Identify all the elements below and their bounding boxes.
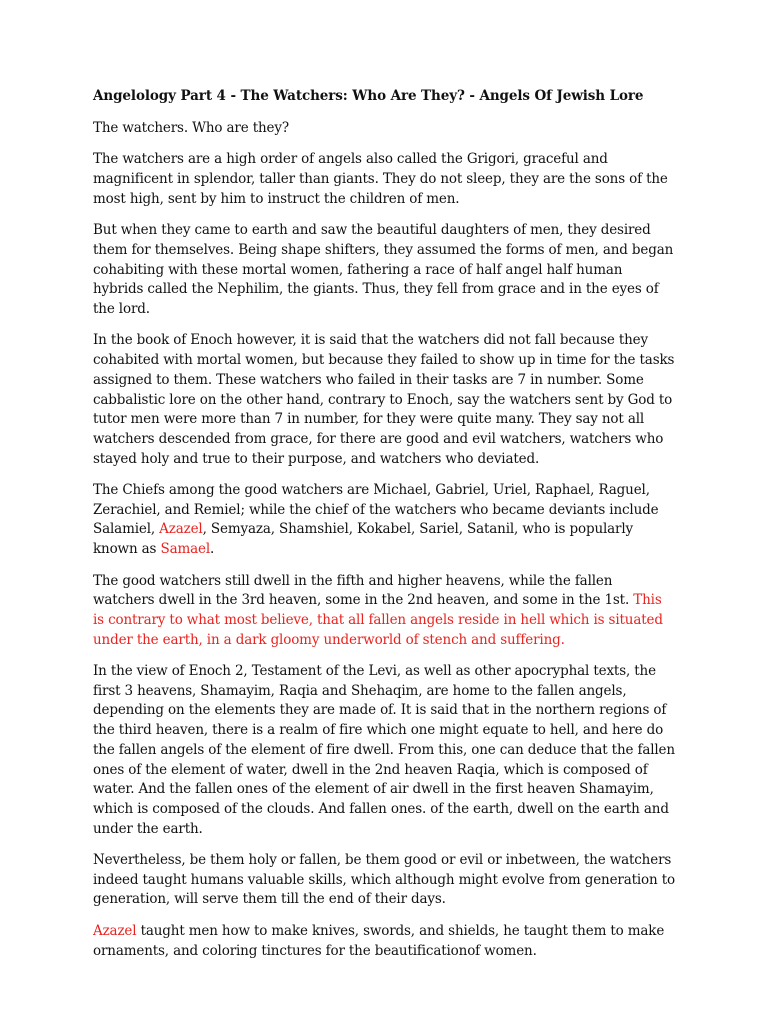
chiefs-text-1: The Chiefs among the good watchers are Michael, Gabriel, Uriel, Raphael, Raguel, Zerachiel, and Remiel; while the chief of the watchers who became deviants include Salamiel, bbox=[93, 482, 659, 538]
paragraph-intro: The watchers. Who are they? bbox=[93, 120, 289, 136]
paragraph-heavens bbox=[93, 572, 676, 651]
paragraph-daughters-of-men: But when they came to earth and saw the beautiful daughters of men, they desired them for themselves. Being shape shifters, they assumed the forms of men, and began cohabiting with these mortal women, fathering a race of half angel half human hybrids called the Nephilim, the giants. Thus, they fell from grace and in the eyes of the lord. bbox=[93, 222, 674, 317]
heavens-text: The good watchers still dwell in the fifth and higher heavens, while the fallen watchers dwell in the 3rd heaven, some in the 2nd heaven, and some in the 1st. bbox=[93, 572, 634, 609]
highlight-contrary-note: This is contrary to what most believe, that all fallen angels reside in hell which is situated under the earth, in a dark gloomy underworld of stench and suffering. bbox=[93, 592, 663, 648]
chiefs-text-3: . bbox=[210, 541, 215, 558]
highlight-azazel-2: Azazel bbox=[93, 922, 137, 939]
azazel-text: taught men how to make knives, swords, and shields, he taught them to make ornaments, and coloring tinctures for the beautificationof women. bbox=[93, 922, 665, 959]
paragraph-chiefs bbox=[93, 481, 676, 560]
document-title: Angelology Part 4 - The Watchers: Who Are They? - Angels Of Jewish Lore bbox=[93, 88, 644, 104]
paragraph-skills: Nevertheless, be them holy or fallen, be them good or evil or inbetween, the watchers indeed taught humans valuable skills, which although might evolve from generation to generation, will serve them till the end of their days. bbox=[93, 852, 675, 908]
highlight-azazel: Azazel bbox=[159, 521, 203, 538]
paragraph-azazel bbox=[93, 922, 676, 961]
highlight-samael: Samael bbox=[160, 541, 211, 558]
paragraph-book-of-enoch: In the book of Enoch however, it is said that the watchers did not fall because they cohabited with mortal women, but because they failed to show up in time for the tasks assigned to them. These watchers who failed in their tasks are 7 in number. Some cabbalistic lore on the other hand, contrary to Enoch, say the watchers sent by God to tutor men were more than 7 in number, for they were quite many. They say not all watchers descended from grace, for there are good and evil watchers, watchers who stayed holy and true to their purpose, and watchers who deviated. bbox=[93, 332, 675, 467]
chiefs-text-2: , Semyaza, Shamshiel, Kokabel, Sariel, Satanil, who is popularly known as bbox=[93, 521, 633, 558]
paragraph-enoch-2: In the view of Enoch 2, Testament of the Levi, as well as other apocryphal texts, the first 3 heavens, Shamayim, Raqia and Shehaqim, are home to the fallen angels, depending on the elements they are made of. It is said that in the northern regions of the third heaven, there is a realm of fire which one might equate to hell, and here do the fallen angels of the element of fire dwell. From this, one can deduce that the fallen ones of the element of water, dwell in the 2nd heaven Raqia, which is composed of water. And the fallen ones of the element of air dwell in the first heaven Shamayim, which is composed of the clouds. And fallen ones. of the earth, dwell on the earth and under the earth. bbox=[93, 663, 675, 837]
paragraph-grigori: The watchers are a high order of angels also called the Grigori, graceful and magnificent in splendor, taller than giants. They do not sleep, they are the sons of the most high, sent by him to instruct the children of men. bbox=[93, 151, 668, 207]
